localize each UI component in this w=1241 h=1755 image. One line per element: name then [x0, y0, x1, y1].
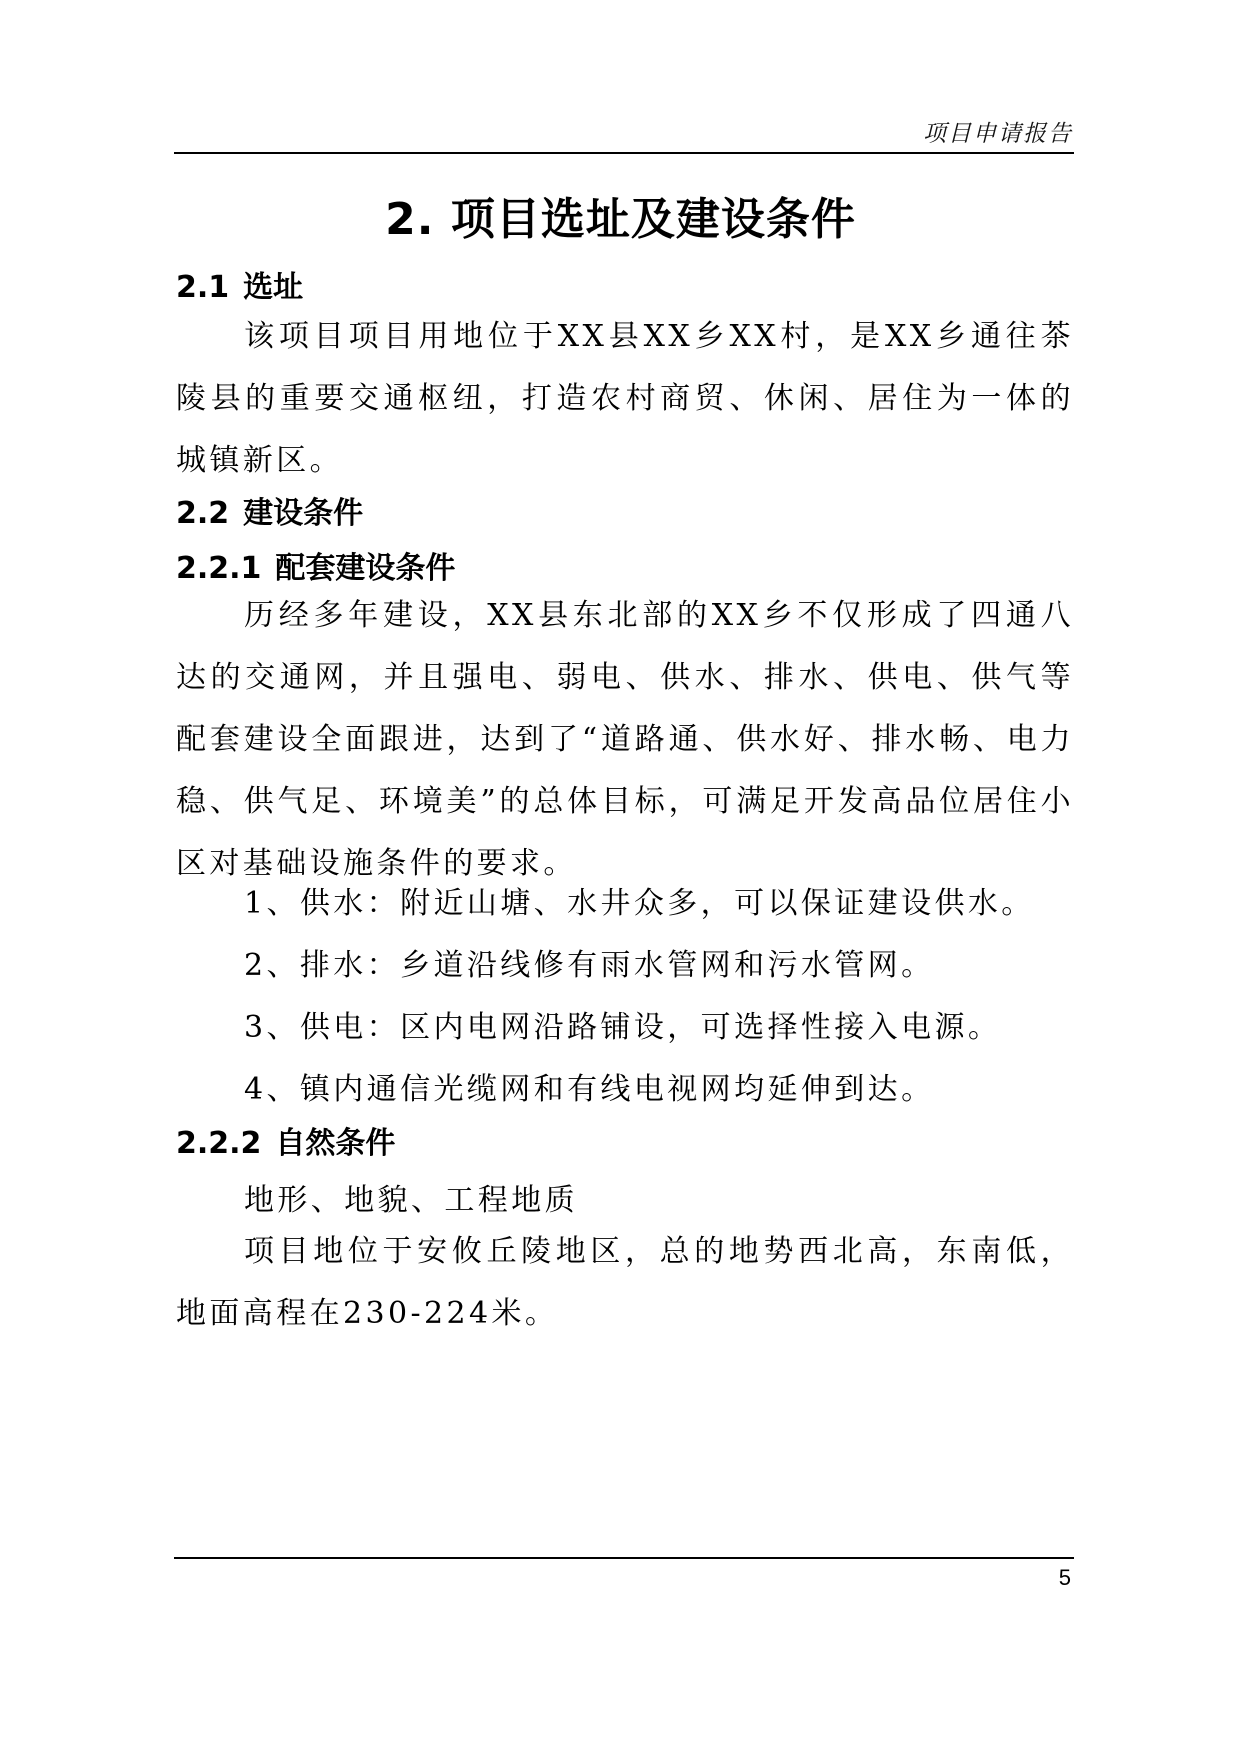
paragraph-supporting-conditions: 历经多年建设，XX县东北部的XX乡不仅形成了四通八达的交通网，并且强电、弱电、供水、排水、供电、供气等配套建设全面跟进，达到了“道路通、供水好、排水畅、电力稳、供气足、环境美”的总体目标，可满足开发高品位居住小区对基础设施条件的要求。: [176, 598, 1074, 881]
list-item-telecom: 4、镇内通信光缆网和有线电视网均延伸到达。: [244, 1072, 935, 1107]
paragraph-site-selection: 该项目项目用地位于XX县XX乡XX村，是XX乡通往茶陵县的重要交通枢纽，打造农村商贸、休闲、居住为一体的城镇新区。: [176, 319, 1074, 478]
section-number: 2.2.1: [176, 551, 262, 586]
section-number: 2.2.2: [176, 1126, 262, 1161]
header-rule: [174, 152, 1074, 154]
section-heading-2-2-2: [176, 1118, 395, 1162]
list-item-water-supply: 1、供水：附近山塘、水井众多，可以保证建设供水。: [244, 886, 1035, 921]
paragraph-natural-conditions: 项目地位于安攸丘陵地区，总的地势西北高，东南低，地面高程在230-224米。: [176, 1234, 1074, 1331]
section-title: 配套建设条件: [275, 551, 456, 586]
chapter-title: 2. 项目选址及建设条件: [385, 194, 856, 245]
section-heading-2-1: [176, 262, 303, 306]
footer-rule: [174, 1557, 1074, 1559]
section-heading-2-2: [176, 488, 363, 532]
list-item-drainage: 2、排水：乡道沿线修有雨水管网和污水管网。: [244, 948, 935, 983]
section-title: 自然条件: [275, 1126, 396, 1161]
section-title: 建设条件: [243, 496, 364, 531]
section-title: 选址: [243, 270, 304, 305]
running-header: 项目申请报告: [923, 121, 1073, 147]
page-number: 5: [1058, 1565, 1071, 1590]
section-number: 2.2: [176, 496, 230, 531]
subheading-terrain: 地形、地貌、工程地质: [244, 1183, 578, 1218]
section-number: 2.1: [176, 270, 230, 305]
section-heading-2-2-1: [176, 543, 455, 587]
list-item-power-supply: 3、供电：区内电网沿路铺设，可选择性接入电源。: [244, 1010, 1002, 1045]
